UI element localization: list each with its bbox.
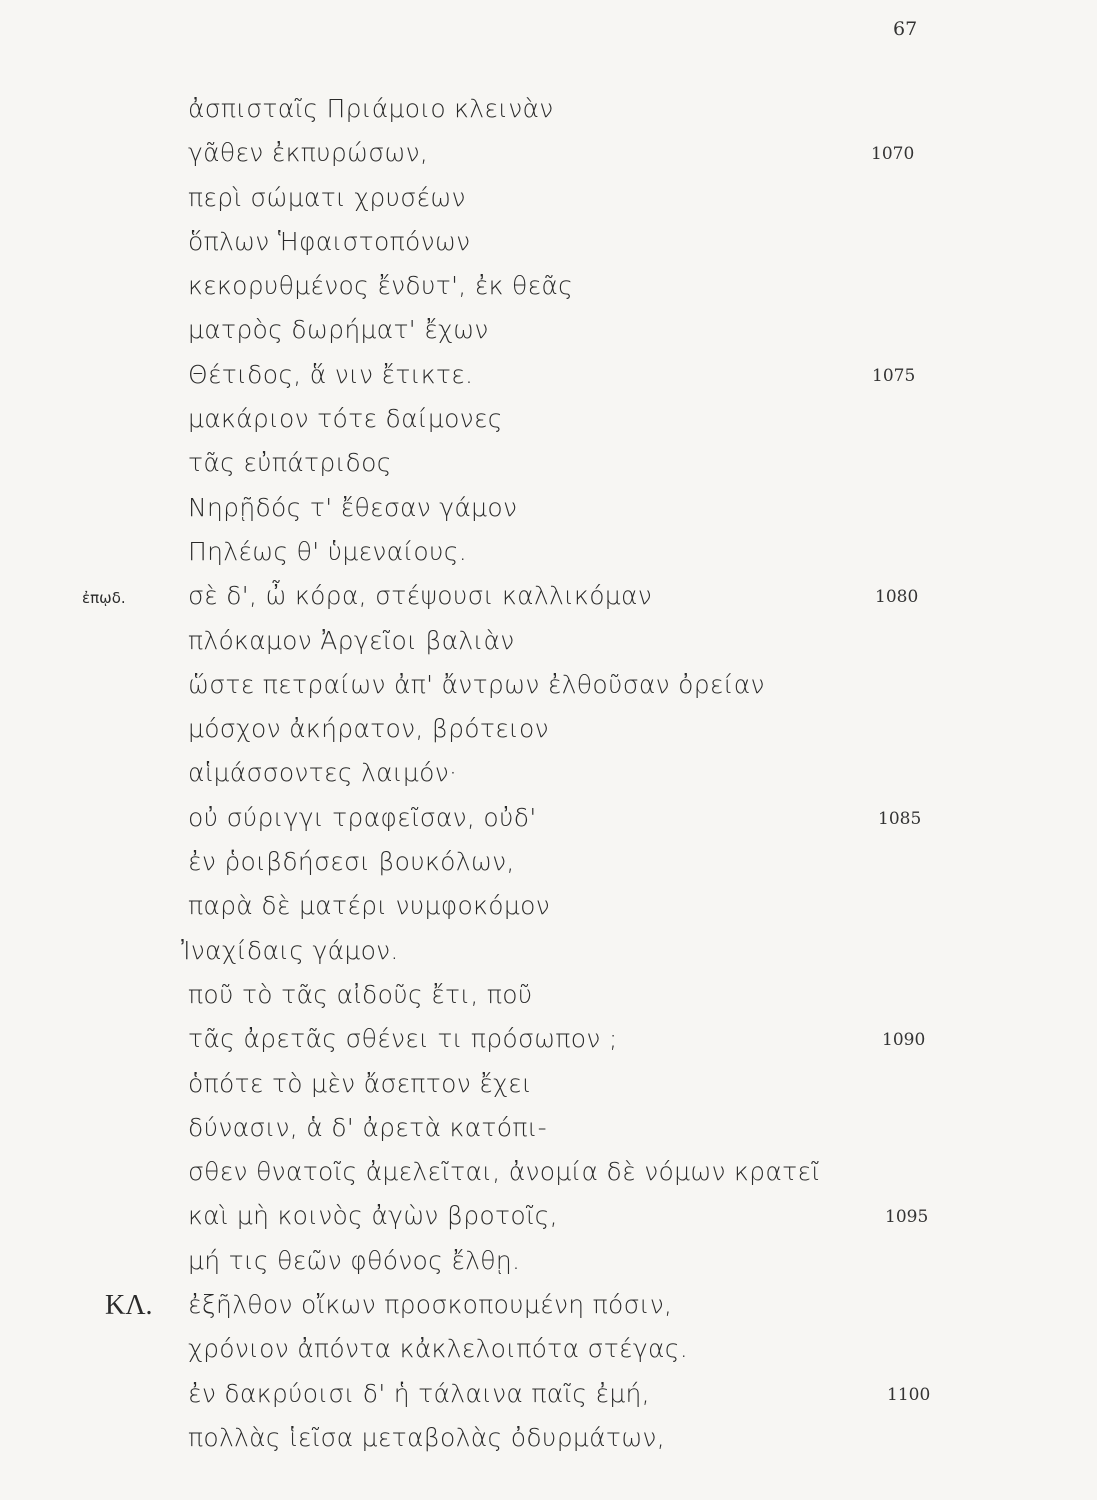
verse-text: ἀσπισταῖς Πριάμοιο κλεινὰν (188, 94, 554, 123)
verse-text: πλόκαμον Ἀργεῖοι βαλιὰν (188, 625, 515, 655)
verse-line (0, 1326, 1097, 1370)
verse-line (0, 307, 1097, 351)
verse-line (0, 1061, 1097, 1105)
line-number: 1080 (875, 587, 919, 608)
verse-line (0, 1193, 1097, 1237)
verse-line (0, 1415, 1097, 1459)
verse-line (0, 795, 1097, 839)
line-number: 1085 (878, 808, 922, 829)
verse-text: τᾶς ἀρετᾶς σθένει τι πρόσωπον ; (188, 1024, 618, 1054)
verse-line (0, 928, 1097, 972)
line-number: 1070 (871, 144, 915, 165)
verse-text: Ἰναχίδαις γάμον. (181, 935, 399, 965)
verse-text: Πηλέως θ' ὑμεναίους. (188, 536, 468, 566)
verse-text: παρὰ δὲ ματέρι νυμφοκόμον (188, 891, 550, 921)
verse-line (0, 529, 1097, 573)
verse-text: οὐ σύριγγι τραφεῖσαν, οὐδ' (188, 802, 537, 832)
verse-line (0, 750, 1097, 794)
verse-text: αἱμάσσοντες λαιμόν· (188, 758, 458, 788)
verse-line (0, 1282, 1097, 1326)
verse-line (0, 972, 1097, 1016)
verse-text: τᾶς εὐπάτριδος (188, 448, 392, 478)
verse-line (0, 618, 1097, 662)
verse-text: πολλὰς ἱεῖσα μεταβολὰς ὀδυρμάτων, (188, 1422, 665, 1452)
verse-line (0, 1371, 1097, 1415)
verse-line (0, 1149, 1097, 1193)
verse-line (0, 883, 1097, 927)
line-number: 1090 (882, 1030, 926, 1051)
verse-text: καὶ μὴ κοινὸς ἀγὼν βροτοῖς, (188, 1201, 558, 1231)
verse-text: ἐν δακρύοισι δ' ἡ τάλαινα παῖς ἐμή, (188, 1378, 650, 1408)
verse-text: σθεν θνατοῖς ἀμελεῖται, ἀνομία δὲ νόμων κρατεῖ (188, 1157, 821, 1187)
line-number: 1075 (872, 365, 916, 386)
verse-text: χρόνιον ἀπόντα κἀκλελοιπότα στέγας. (188, 1334, 688, 1364)
verse-line (0, 1105, 1097, 1149)
verse-text: μή τις θεῶν φθόνος ἔλθῃ. (188, 1245, 521, 1275)
verse-line (0, 130, 1097, 174)
verse-line (0, 263, 1097, 307)
section-marker: ἐπῳδ. (82, 589, 126, 608)
verse-line (0, 1016, 1097, 1060)
verse-text: σὲ δ', ὦ κόρα, στέψουσι καλλικόμαν (188, 581, 653, 611)
verse-text: ὅπλων Ἡφαιστοπόνων (188, 226, 471, 256)
verse-line (0, 573, 1097, 617)
verse-line (0, 352, 1097, 396)
verse-text: κεκορυθμένος ἔνδυτ', ἐκ θεᾶς (188, 271, 574, 301)
verse-text: ἐξῆλθον οἴκων προσκοπουμένη πόσιν, (188, 1290, 673, 1320)
verse-text: ποῦ τὸ τᾶς αἰδοῦς ἔτι, ποῦ (188, 979, 533, 1009)
line-number: 1095 (885, 1207, 929, 1228)
verse-line (0, 219, 1097, 263)
verse-line (0, 662, 1097, 706)
verse-text: περὶ σώματι χρυσέων (188, 182, 466, 212)
verse-text: ὥστε πετραίων ἀπ' ἄντρων ἐλθοῦσαν ὀρείαν (188, 669, 765, 699)
verse-text: γᾶθεν ἐκπυρώσων, (188, 138, 429, 168)
verse-text: δύνασιν, ἁ δ' ἀρετὰ κατόπι- (188, 1112, 547, 1142)
verse-text: ὁπότε τὸ μὲν ἄσεπτον ἔχει (188, 1068, 532, 1098)
verse-text: ματρὸς δωρήματ' ἔχων (188, 315, 489, 345)
verse-text: Θέτιδος, ἅ νιν ἔτικτε. (188, 359, 474, 389)
verse-line (0, 440, 1097, 484)
page-number: 67 (893, 18, 918, 40)
verse-block (0, 86, 1097, 1459)
speaker-label: ΚΛ. (105, 1290, 153, 1322)
verse-text: ἐν ῥοιβδήσεσι βουκόλων, (188, 847, 515, 877)
verse-line (0, 175, 1097, 219)
verse-text: μακάριον τότε δαίμονες (188, 404, 503, 434)
line-number: 1100 (887, 1384, 931, 1405)
verse-line (0, 839, 1097, 883)
verse-line (0, 706, 1097, 750)
verse-line (0, 86, 1097, 130)
verse-line (0, 485, 1097, 529)
verse-text: μόσχον ἀκήρατον, βρότειον (188, 714, 549, 744)
verse-text: Νηρῇδός τ' ἔθεσαν γάμον (188, 492, 518, 522)
verse-line (0, 396, 1097, 440)
verse-line (0, 1238, 1097, 1282)
